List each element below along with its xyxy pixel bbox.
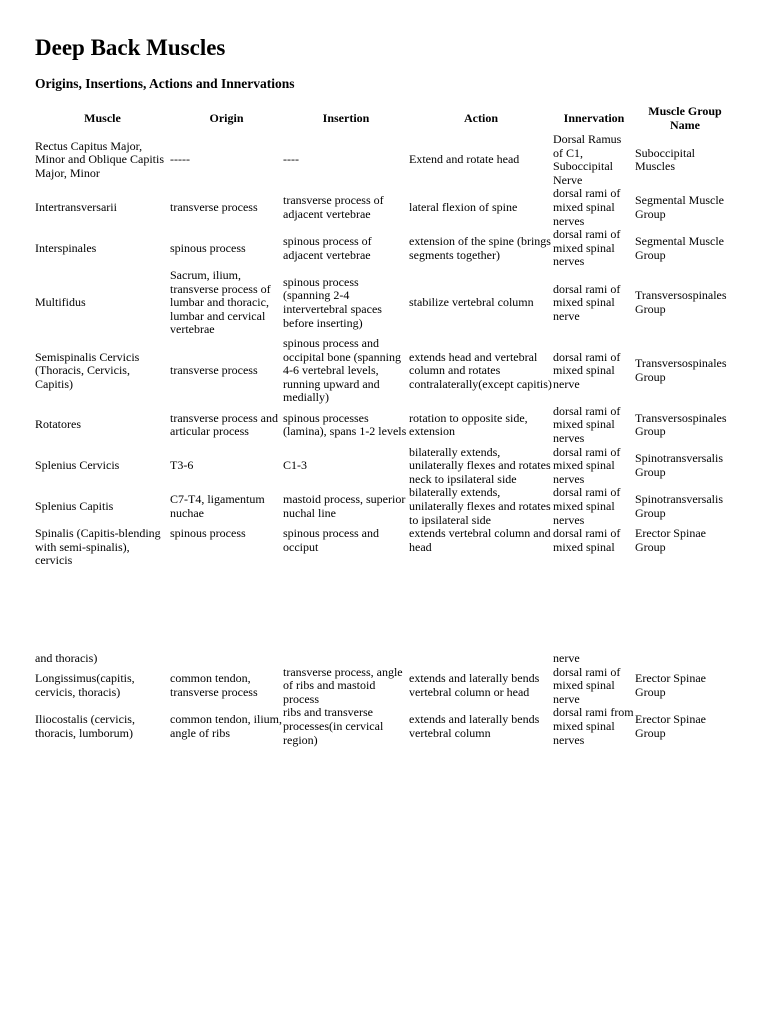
table-row bbox=[35, 527, 735, 568]
cell-insertion: mastoid process, superior nuchal line bbox=[283, 492, 406, 520]
cell-insertion bbox=[283, 652, 409, 666]
table-row bbox=[35, 706, 735, 747]
cell-innervation: dorsal rami of mixed spinal nerves bbox=[553, 403, 621, 446]
cell-innervation: dorsal rami of mixed spinal nerves bbox=[553, 444, 621, 486]
cell-muscle: Splenius Capitis bbox=[35, 499, 114, 514]
cell-action: extension of the spine (brings segments together) bbox=[409, 233, 551, 262]
cell-origin bbox=[170, 652, 283, 666]
cell-innervation: dorsal rami of mixed spinal nerves bbox=[553, 186, 621, 228]
cell-origin: Sacrum, ilium, transverse process of lumbar and thoracic, lumbar and cervical vertebrae bbox=[170, 267, 271, 337]
cell-group: Transversospinales Group bbox=[635, 288, 727, 316]
cell-muscle: Spinalis (Capitis-blending with semi-spinalis), cervicis bbox=[35, 526, 161, 568]
cell-insertion: spinous processes (lamina), spans 1-2 levels bbox=[283, 410, 407, 439]
cell-origin: common tendon, ilium, angle of ribs bbox=[170, 712, 282, 740]
cell-group: Erector Spinae Group bbox=[635, 526, 706, 554]
cell-group: Suboccipital Muscles bbox=[635, 145, 695, 174]
cell-insertion: spinous process and occiput bbox=[283, 526, 379, 554]
header-innervation: Innervation bbox=[563, 111, 625, 126]
cell-action: bilaterally extends, unilaterally flexes and rotates neck to ipsilateral side bbox=[409, 444, 551, 486]
table-row bbox=[35, 652, 735, 666]
cell-innervation: dorsal rami from mixed spinal nerves bbox=[553, 705, 634, 747]
cell-origin: transverse process bbox=[170, 363, 258, 378]
cell-insertion: ---- bbox=[283, 152, 299, 167]
cell-origin: spinous process bbox=[170, 240, 246, 255]
header-action: Action bbox=[464, 111, 498, 126]
cell-origin: C7-T4, ligamentum nuchae bbox=[170, 492, 265, 520]
cell-origin: transverse process and articular process bbox=[170, 410, 278, 439]
cell-action: extends head and vertebral column and rotates contralaterally(except capitis) bbox=[409, 349, 552, 391]
cell-muscle: Longissimus(capitis, cervicis, thoracis) bbox=[35, 671, 135, 699]
cell-muscle: Splenius Cervicis bbox=[35, 458, 120, 473]
cell-muscle: Semispinalis Cervicis (Thoracis, Cervicis, Capitis) bbox=[35, 349, 140, 391]
cell-innervation: dorsal rami of mixed spinal nerve bbox=[553, 664, 621, 706]
cell-muscle: Intertransversarii bbox=[35, 199, 117, 214]
cell-group: Transversospinales Group bbox=[635, 356, 727, 384]
cell-group: Erector Spinae Group bbox=[635, 671, 706, 699]
cell-muscle: Rectus Capitus Major, Minor and Oblique Capitis Major, Minor bbox=[35, 138, 164, 180]
cell-innervation: dorsal rami of mixed spinal nerve bbox=[553, 349, 621, 391]
table-row bbox=[35, 486, 735, 527]
cell-insertion: ribs and transverse processes(in cervical region) bbox=[283, 705, 384, 747]
table-header-row bbox=[35, 105, 735, 133]
muscle-table bbox=[35, 105, 735, 568]
page-title: Deep Back Muscles bbox=[35, 35, 226, 60]
header-insertion: Insertion bbox=[322, 111, 370, 126]
cell-innervation: nerve bbox=[553, 651, 580, 665]
cell-action: Extend and rotate head bbox=[409, 152, 520, 167]
cell-insertion: transverse process, angle of ribs and mastoid process bbox=[283, 664, 403, 706]
cell-innervation: Dorsal Ramus of C1, Suboccipital Nerve bbox=[553, 132, 622, 187]
cell-group: Segmental Muscle Group bbox=[635, 233, 724, 262]
header-muscle-group-name: Muscle Group Name bbox=[648, 104, 722, 132]
cell-action: extends and laterally bends vertebral column bbox=[409, 712, 540, 740]
table-row bbox=[35, 666, 735, 707]
cell-group: Spinotransversalis Group bbox=[635, 492, 723, 520]
cell-action bbox=[409, 652, 553, 666]
table-row bbox=[35, 228, 735, 269]
table-row bbox=[35, 187, 735, 228]
table-body-main bbox=[35, 133, 735, 568]
cell-muscle: and thoracis) bbox=[35, 651, 98, 665]
muscle-table-continued bbox=[35, 652, 735, 747]
cell-action: extends and laterally bends vertebral column or head bbox=[409, 671, 540, 699]
header-muscle: Muscle bbox=[84, 111, 121, 126]
cell-insertion: spinous process (spanning 2-4 intervertebral spaces before inserting) bbox=[283, 274, 382, 330]
page-subtitle: Origins, Insertions, Actions and Innervations bbox=[35, 76, 295, 91]
cell-origin: ----- bbox=[170, 152, 190, 167]
table-row bbox=[35, 405, 735, 446]
cell-insertion: spinous process and occipital bone (spanning 4-6 vertebral levels, running upward and medially) bbox=[283, 335, 401, 405]
cell-origin: T3-6 bbox=[170, 458, 194, 473]
cell-insertion: transverse process of adjacent vertebrae bbox=[283, 193, 384, 221]
cell-muscle: Interspinales bbox=[35, 240, 97, 255]
table-row bbox=[35, 446, 735, 487]
cell-insertion: C1-3 bbox=[283, 458, 307, 473]
cell-group bbox=[635, 652, 735, 666]
header-origin: Origin bbox=[209, 111, 244, 126]
cell-muscle: Iliocostalis (cervicis, thoracis, lumborum) bbox=[35, 712, 135, 740]
cell-group: Segmental Muscle Group bbox=[635, 193, 724, 221]
document-page bbox=[35, 32, 735, 747]
cell-group: Transversospinales Group bbox=[635, 410, 727, 439]
cell-action: bilaterally extends, unilaterally flexes and rotates to ipsilateral side bbox=[409, 485, 551, 527]
cell-group: Erector Spinae Group bbox=[635, 712, 706, 740]
cell-muscle: Rotatores bbox=[35, 417, 81, 432]
cell-innervation: dorsal rami of mixed spinal nerves bbox=[553, 227, 621, 269]
cell-origin: transverse process bbox=[170, 199, 258, 214]
cell-innervation: dorsal rami of mixed spinal nerve bbox=[553, 281, 621, 323]
table-row bbox=[35, 337, 735, 405]
cell-action: stabilize vertebral column bbox=[409, 295, 534, 310]
cell-innervation: dorsal rami of mixed spinal bbox=[553, 526, 621, 554]
cell-innervation: dorsal rami of mixed spinal nerves bbox=[553, 485, 621, 527]
table-row bbox=[35, 269, 735, 337]
table-row bbox=[35, 133, 735, 187]
cell-action: lateral flexion of spine bbox=[409, 199, 518, 214]
table-body-continued bbox=[35, 652, 735, 747]
cell-insertion: spinous process of adjacent vertebrae bbox=[283, 233, 372, 262]
cell-group: Spinotransversalis Group bbox=[635, 451, 723, 480]
cell-origin: common tendon, transverse process bbox=[170, 671, 258, 699]
cell-action: rotation to opposite side, extension bbox=[409, 410, 528, 439]
cell-action: extends vertebral column and head bbox=[409, 526, 551, 554]
cell-origin: spinous process bbox=[170, 526, 246, 541]
cell-muscle: Multifidus bbox=[35, 295, 86, 310]
